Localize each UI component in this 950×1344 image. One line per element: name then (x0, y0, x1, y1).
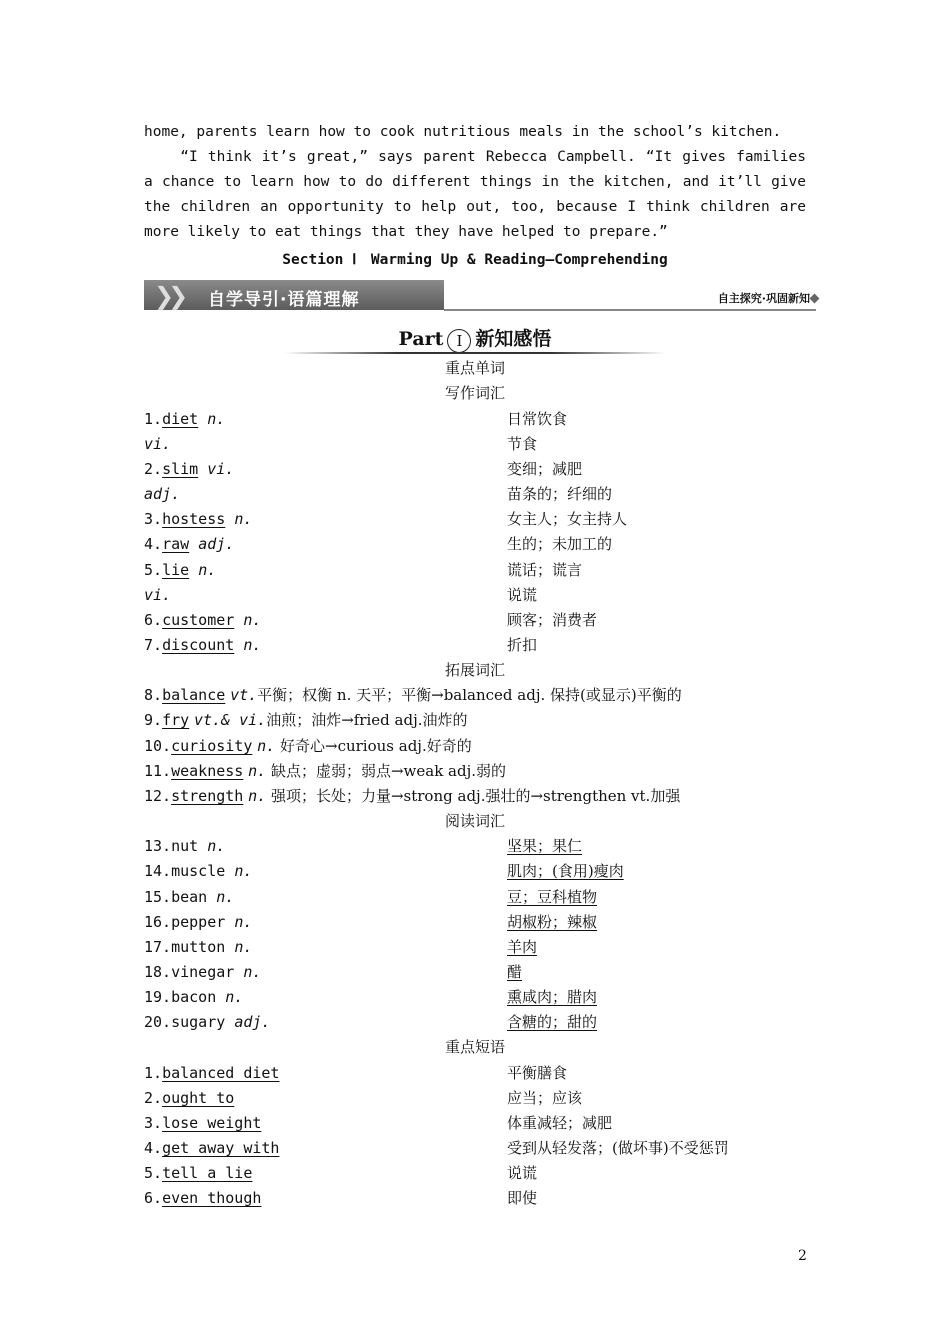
banner-subtitle: 自主探究·巩固新知 (717, 292, 810, 305)
item-pos: n. (243, 636, 262, 654)
list-item (144, 885, 824, 910)
item-number: 16. (144, 913, 172, 931)
item-meaning: 说谎 (507, 1164, 538, 1182)
item-meaning: 生的；未加工的 (507, 535, 613, 553)
item-pos: n. (198, 561, 217, 579)
item-meaning: 谎话；谎言 (507, 561, 583, 579)
item-number: 4. (144, 1139, 163, 1157)
list-item (144, 834, 824, 859)
part-heading (284, 324, 666, 354)
item-number: 6. (144, 1189, 163, 1207)
item-phrase: tell a lie (162, 1164, 253, 1182)
item-meaning: 苗条的；纤细的 (507, 485, 613, 503)
item-number: 2. (144, 1089, 163, 1107)
heading-reading-vocab: 阅读词汇 (444, 812, 505, 830)
list-item (144, 935, 824, 960)
item-word: discount (162, 636, 235, 654)
list-item (144, 759, 824, 784)
item-meaning: 变细；减肥 (507, 460, 583, 478)
item-meaning: 熏咸肉；腊肉 (507, 988, 598, 1006)
item-pos: n. (243, 963, 262, 981)
heading-key-words: 重点单词 (444, 359, 505, 377)
item-meaning: 胡椒粉；辣椒 (507, 913, 598, 931)
item-meaning: 折扣 (507, 636, 538, 654)
item-word: diet (162, 410, 199, 428)
item-pos: n. (216, 888, 235, 906)
item-meaning: 醋 (507, 963, 523, 981)
item-word: slim (162, 460, 199, 478)
item-number: 3. (144, 1114, 163, 1132)
item-word: lie (162, 561, 190, 579)
item-number: 7. (144, 636, 163, 654)
item-word: sugary (171, 1013, 226, 1031)
item-word: weakness (171, 762, 244, 780)
section-banner (144, 280, 816, 312)
item-meaning: 即使 (507, 1189, 538, 1207)
item-detail: 平衡；权衡 n. 天平；平衡→balanced adj. 保持(或显示)平衡的 (257, 686, 682, 704)
item-word: pepper (171, 913, 226, 931)
list-item (144, 1186, 824, 1211)
list-item (144, 608, 824, 633)
heading-writing-vocab: 写作词汇 (444, 384, 505, 402)
item-pos: n. (234, 913, 253, 931)
banner-title: 自学导引·语篇理解 (208, 290, 360, 310)
item-phrase: ought to (162, 1089, 235, 1107)
item-detail: 缺点；虚弱；弱点→weak adj.弱的 (270, 762, 507, 780)
item-pos: vi. (207, 460, 235, 478)
item-word: fry (162, 711, 190, 729)
list-item (144, 960, 824, 985)
item-pos: n. (207, 410, 226, 428)
item-meaning: 节食 (507, 435, 538, 453)
item-pos: n. (248, 787, 267, 805)
list-item (144, 1061, 824, 1086)
item-word: muscle (171, 862, 226, 880)
item-number: 14. (144, 862, 172, 880)
list-item (144, 683, 824, 708)
item-meaning: 平衡膳食 (507, 1064, 568, 1082)
item-meaning: 说谎 (507, 586, 538, 604)
item-pos: n. (248, 762, 267, 780)
list-item (144, 407, 824, 432)
item-pos: n. (234, 862, 253, 880)
item-meaning: 体重减轻；减肥 (507, 1114, 613, 1132)
item-number: 6. (144, 611, 163, 629)
page-number: 2 (798, 1248, 807, 1264)
item-pos: adj. (198, 535, 235, 553)
item-number: 4. (144, 535, 163, 553)
item-meaning: 应当；应该 (507, 1089, 583, 1107)
list-item (144, 532, 824, 557)
item-number: 1. (144, 1064, 163, 1082)
item-pos: adj. (144, 485, 181, 503)
item-meaning: 含糖的；甜的 (507, 1013, 598, 1031)
list-item (144, 708, 824, 733)
item-number: 12. (144, 787, 172, 805)
list-item (144, 734, 824, 759)
diamond-icon (810, 294, 820, 304)
item-detail: 好奇心→curious adj.好奇的 (280, 737, 472, 755)
item-meaning: 顾客；消费者 (507, 611, 598, 629)
item-meaning: 受到从轻发落；(做坏事)不受惩罚 (507, 1139, 729, 1157)
item-pos: adj. (234, 1013, 271, 1031)
item-word: customer (162, 611, 235, 629)
item-number: 17. (144, 938, 172, 956)
list-item (144, 859, 824, 884)
item-number: 19. (144, 988, 172, 1006)
item-phrase: lose weight (162, 1114, 262, 1132)
list-item (144, 507, 824, 532)
item-meaning: 肌肉；(食用)瘦肉 (507, 862, 624, 880)
list-item (144, 482, 824, 507)
heading-key-phrases: 重点短语 (444, 1038, 505, 1056)
item-pos: n. (257, 737, 276, 755)
item-pos: n. (207, 837, 226, 855)
item-number: 11. (144, 762, 172, 780)
item-number: 10. (144, 737, 172, 755)
item-word: bacon (171, 988, 217, 1006)
item-word: strength (171, 787, 244, 805)
item-detail: 油煎；油炸→fried adj.油炸的 (266, 711, 468, 729)
list-item (144, 784, 824, 809)
item-phrase: get away with (162, 1139, 280, 1157)
list-item (144, 1111, 824, 1136)
item-number: 2. (144, 460, 163, 478)
item-pos: vt.& vi. (193, 711, 267, 729)
item-number: 18. (144, 963, 172, 981)
item-number: 15. (144, 888, 172, 906)
list-item (144, 457, 824, 482)
item-word: nut (171, 837, 199, 855)
item-number: 20. (144, 1013, 172, 1031)
item-pos: vt. (230, 686, 258, 704)
chevron-right-icon: ❯❯ (154, 282, 183, 310)
list-item (144, 1086, 824, 1111)
list-item (144, 1136, 824, 1161)
item-number: 8. (144, 686, 163, 704)
list-item (144, 633, 824, 658)
item-pos: n. (243, 611, 262, 629)
intro-text (144, 120, 806, 245)
part-underline (284, 352, 666, 354)
item-word: vinegar (171, 963, 235, 981)
item-pos: vi. (144, 435, 172, 453)
item-word: bean (171, 888, 208, 906)
item-phrase: even though (162, 1189, 262, 1207)
item-detail: 强项；长处；力量→strong adj.强壮的→strengthen vt.加强 (270, 787, 681, 805)
item-word: mutton (171, 938, 226, 956)
banner-divider (444, 309, 816, 311)
item-pos: n. (225, 988, 244, 1006)
list-item (144, 558, 824, 583)
item-word: curiosity (171, 737, 253, 755)
list-item (144, 432, 824, 457)
intro-line-1: home, parents learn how to cook nutritious meals in the school’s kitchen. (144, 124, 782, 140)
item-meaning: 坚果；果仁 (507, 837, 583, 855)
list-item (144, 910, 824, 935)
part-title: 新知感悟 (475, 328, 552, 350)
item-meaning: 羊肉 (507, 938, 538, 956)
banner-left-block (144, 280, 444, 310)
list-item (144, 583, 824, 608)
item-number: 5. (144, 561, 163, 579)
list-item (144, 985, 824, 1010)
item-word: hostess (162, 510, 226, 528)
item-number: 13. (144, 837, 172, 855)
part-label: Part (398, 328, 444, 350)
item-meaning: 女主人；女主持人 (507, 510, 628, 528)
item-number: 5. (144, 1164, 163, 1182)
intro-paragraph-2: “I think it’s great,” says parent Rebecca Campbell. “It gives families a chance to learn how to do different things in the kitchen, and it’ll give the children an opportunity to help out, too, because I think children are more likely to eat things that they have helped to prepare.” (144, 149, 806, 240)
list-item (144, 1010, 824, 1035)
item-number: 9. (144, 711, 163, 729)
item-pos: vi. (144, 586, 172, 604)
item-meaning: 豆；豆科植物 (507, 888, 598, 906)
item-pos: n. (234, 510, 253, 528)
item-number: 1. (144, 410, 163, 428)
item-number: 3. (144, 510, 163, 528)
item-meaning: 日常饮食 (507, 410, 568, 428)
list-item (144, 1161, 824, 1186)
item-phrase: balanced diet (162, 1064, 280, 1082)
part-numeral: Ⅰ (447, 329, 471, 353)
item-word: raw (162, 535, 190, 553)
section-title: Section Ⅰ Warming Up & Reading—Comprehending (282, 252, 668, 268)
item-pos: n. (234, 938, 253, 956)
heading-expand-vocab: 拓展词汇 (444, 661, 505, 679)
item-word: balance (162, 686, 226, 704)
